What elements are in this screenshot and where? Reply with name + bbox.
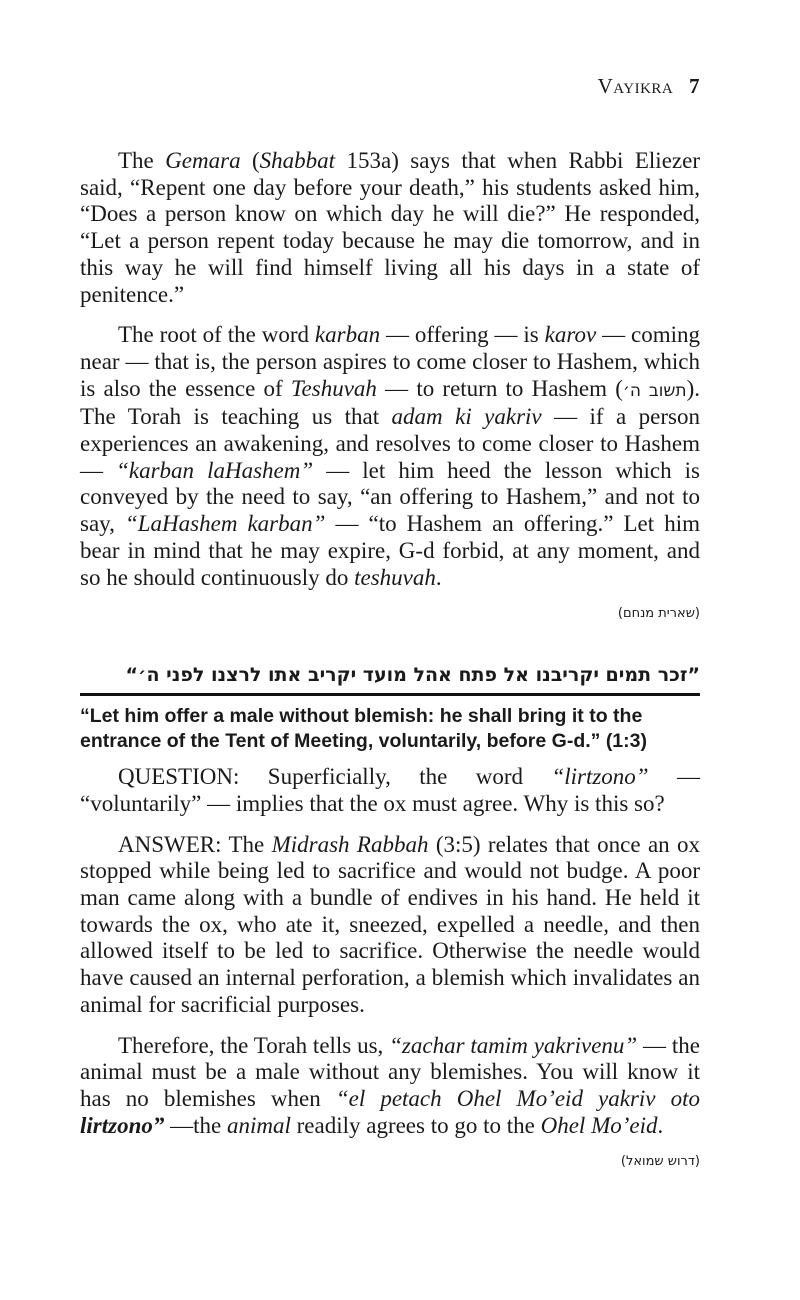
verse-hebrew-heading: ”זכר תמים יקריבנו אל פתח אהל מועד יקריב אתו לרצנו לפני ה׳“ [80, 663, 700, 696]
verse-english-heading: “Let him offer a male without blemish: he shall bring it to the entrance of the Tent of Meeting, voluntarily, before G-d.” (1:3) [80, 705, 647, 753]
bold-italic-term: lirtzono” [80, 1112, 165, 1138]
text-run: —the [164, 1112, 227, 1138]
text-run: (3:5) relates that once an ox stopped while being led to sacrifice and would not budge. A poor man came along with a bundle of endives in his hand. He held it towards the ox, who ate it, sneezed, expelled a needle, and then allowed itself to be led to sacrifice. Otherwise the needle would have caused an internal perforation, a blemish which invalidates an animal for sacrificial purposes. [80, 831, 701, 1017]
text-run: — “to Hashem an offering.” Let him bear in mind that he may expire, G-d forbid, at any moment, and so he should continuously do [80, 511, 700, 590]
italic-term: adam ki yakriv [391, 404, 542, 430]
italic-term: Midrash Rabbah [271, 831, 429, 857]
italic-term: “karban laHashem” [116, 457, 314, 483]
text-run: — the animal must be a male without any blemishes. You will know it has no blemishes when [80, 1032, 700, 1111]
running-head-title: Vayikra [597, 74, 674, 98]
text-run: — “voluntarily” — implies that the ox must agree. Why is this so? [80, 764, 700, 816]
text-run: ). The Torah is teaching us that [80, 375, 700, 430]
italic-term: “el petach Ohel Mo’eid yakriv oto [335, 1085, 700, 1111]
text-run: readily agrees to go to the [290, 1112, 541, 1138]
italic-term: karov [544, 322, 597, 348]
text-run: — to return to Hashem ( [376, 375, 623, 401]
page-number: 7 [689, 74, 700, 98]
italic-term: “LaHashem karban” [124, 511, 326, 537]
text-run: . [657, 1112, 664, 1138]
text-run: ANSWER: The [118, 831, 272, 857]
paragraph-therefore [80, 1033, 700, 1140]
italic-term: karban [314, 322, 381, 348]
source-citation: (שארית מנחם) [617, 606, 700, 622]
italic-term: “zachar tamim yakrivenu” [389, 1032, 638, 1058]
running-head [598, 74, 700, 99]
text-run: ( [240, 148, 260, 173]
text-run: — if a person experiences an awakening, and resolves to come closer to Hashem — [80, 404, 700, 483]
italic-term: teshuvah [354, 564, 436, 590]
text-run: — offering — is [380, 322, 545, 348]
paragraph-karban [80, 322, 700, 591]
italic-term: Gemara [165, 148, 241, 173]
italic-term: “lirtzono” [551, 764, 649, 790]
text-run: . [435, 564, 442, 590]
text-run: — let him heed the lesson which is conveyed by the need to say, “an offering to Hashem,” and not to say, [80, 457, 701, 537]
italic-term: animal [226, 1112, 291, 1138]
italic-term: Shabbat [259, 148, 336, 173]
text-run: Therefore, the Torah tells us, [118, 1032, 390, 1058]
text-run: The [118, 148, 166, 173]
text-run: QUESTION: Superficially, the word [118, 764, 552, 790]
paragraph-answer [80, 832, 700, 1019]
text-run: 153a) says that when Rabbi Eliezer said, “Repent one day before your death,” his students asked him, “Does a person know on which day he will die?” He responded, “Let a person repent today because he may die tomorrow, and in this way he will find himself living all his days in a state of penitence.” [80, 148, 700, 307]
paragraph-question [80, 764, 700, 817]
italic-term: Ohel Mo’eid [540, 1112, 658, 1138]
text-run: The root of the word [118, 322, 315, 348]
page-content [80, 148, 700, 1171]
hebrew-inline: תשוב ה׳ [622, 380, 687, 401]
paragraph-gemara [80, 148, 700, 308]
source-citation: (דרוש שמואל) [620, 1154, 700, 1170]
italic-term: Teshuvah [290, 375, 377, 401]
text-run: — coming near — that is, the person aspires to come closer to Hashem, which is also the essence of [80, 322, 700, 401]
